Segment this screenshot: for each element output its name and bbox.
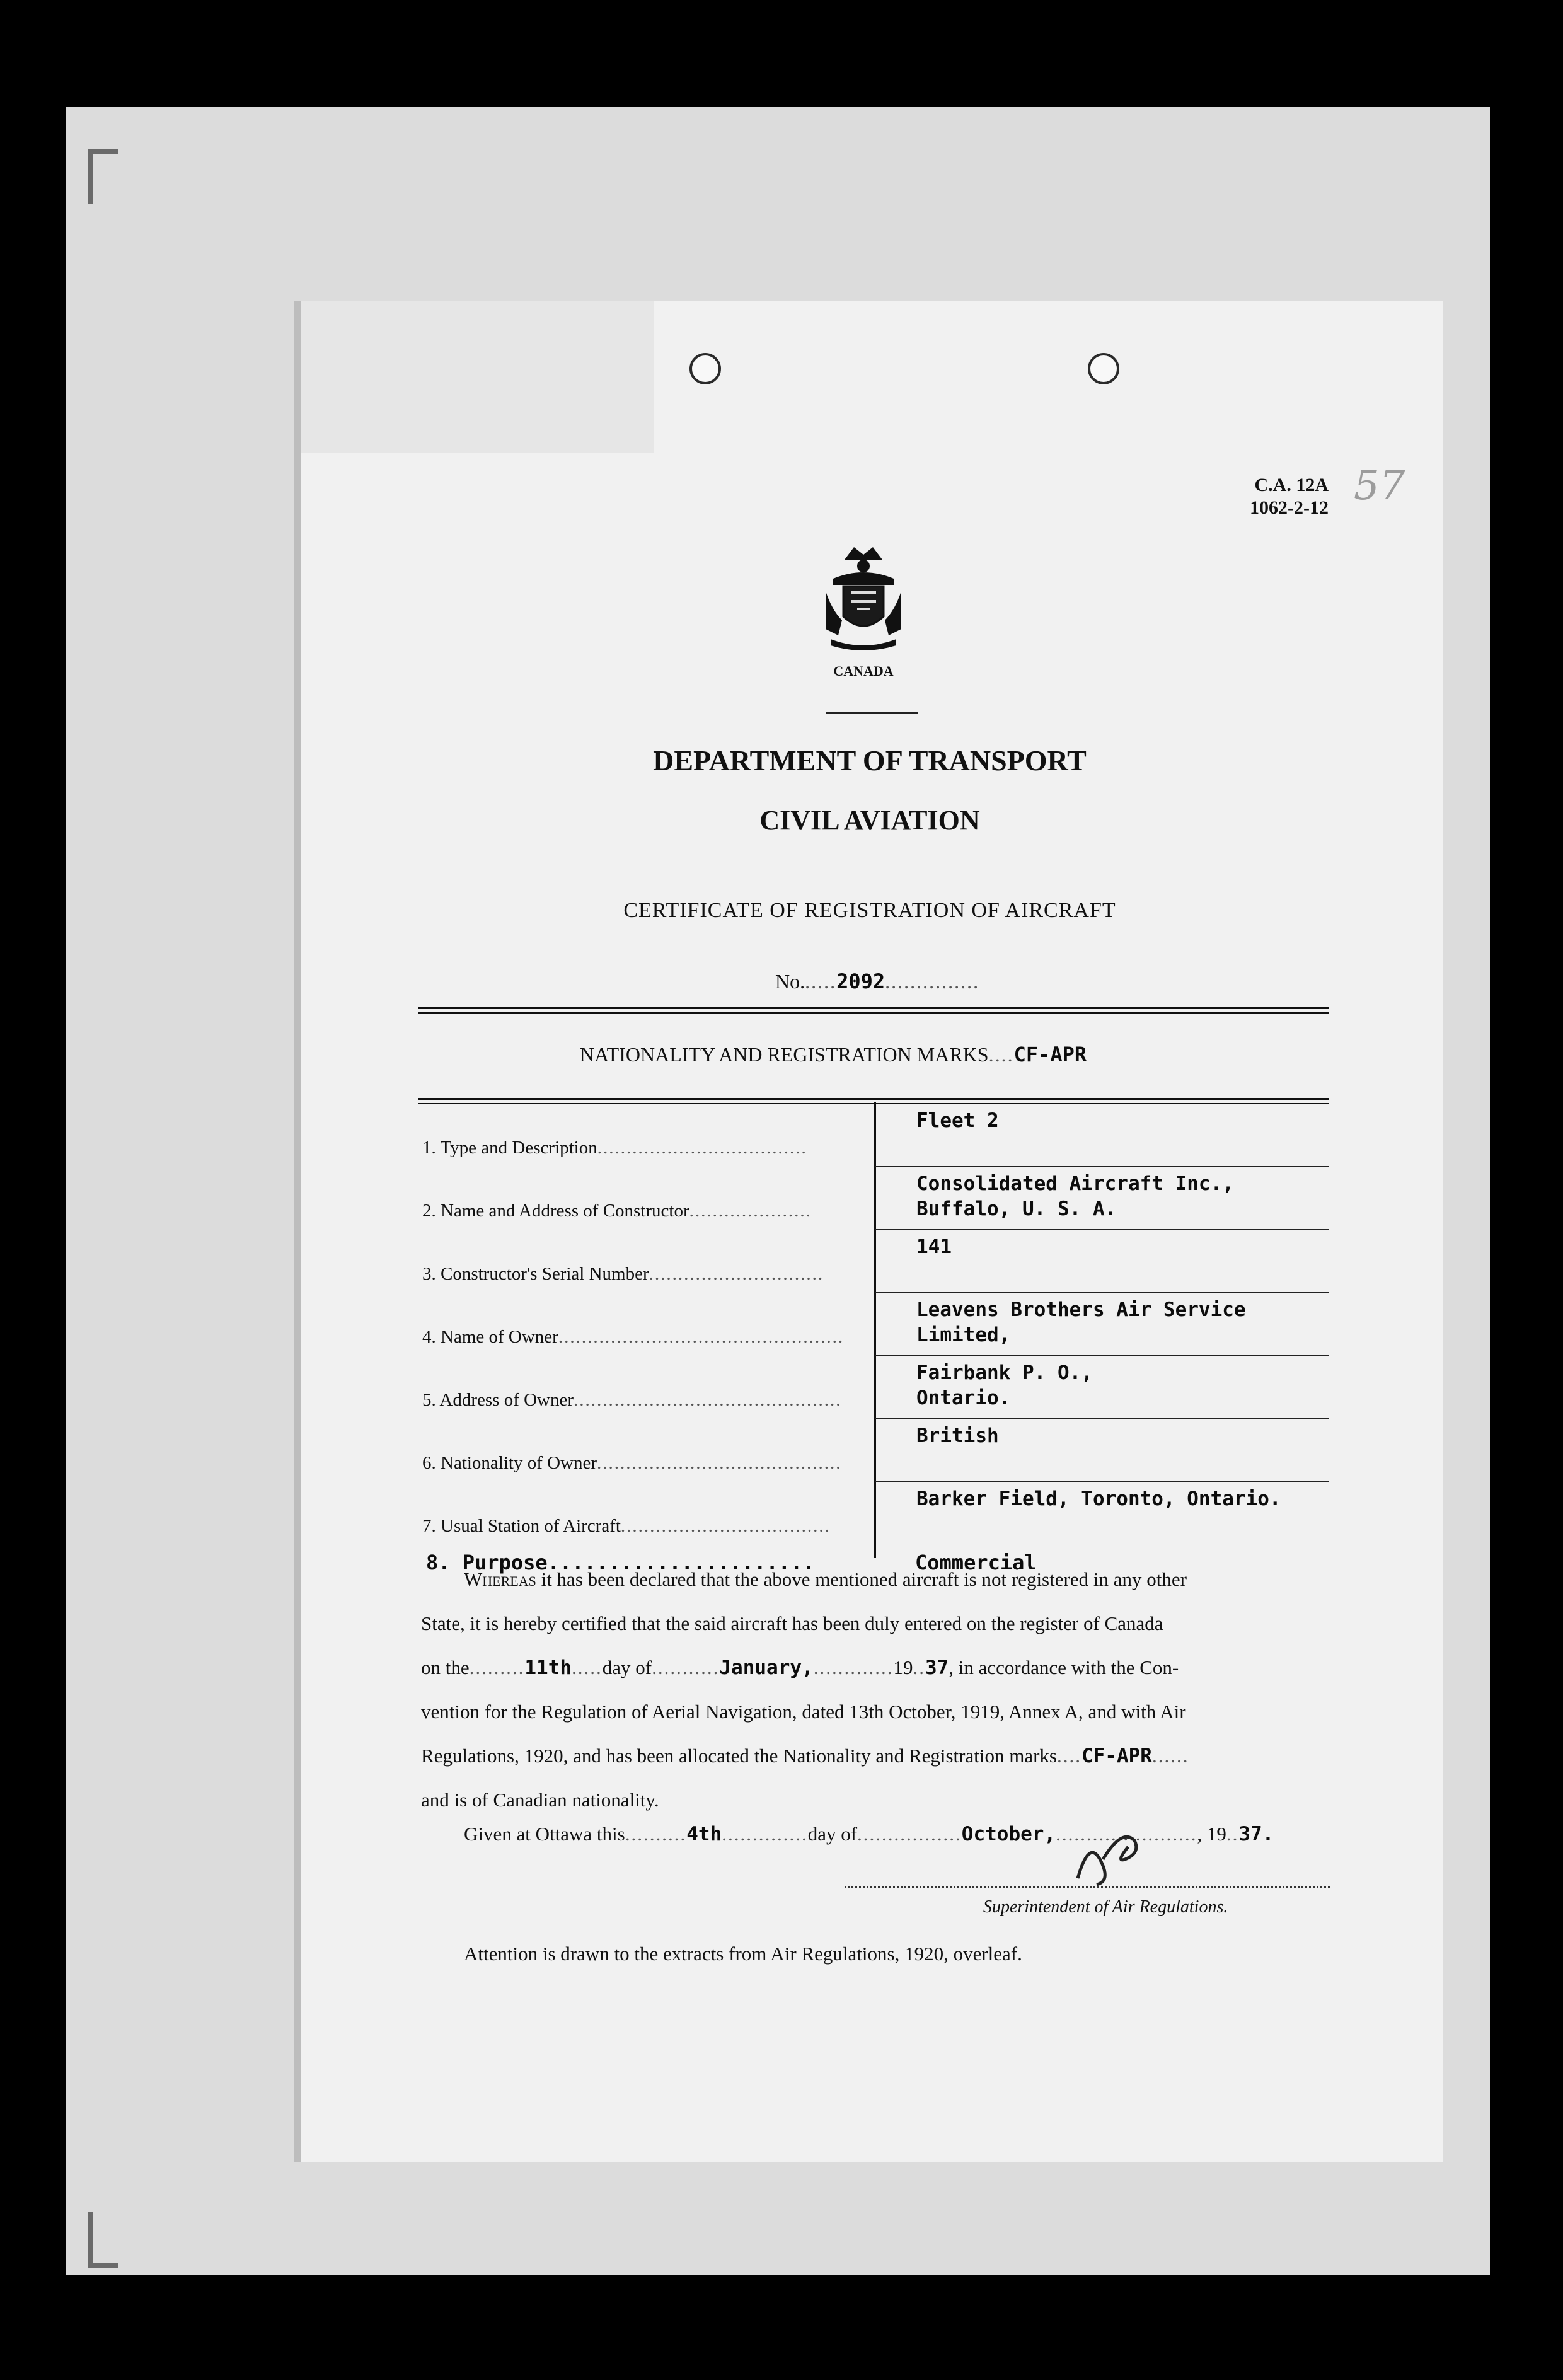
coat-of-arms-icon — [819, 541, 908, 654]
divider — [826, 712, 918, 714]
row-label: 2. Name and Address of Constructor..................... — [422, 1201, 812, 1221]
crest-caption: CANADA — [833, 663, 894, 679]
form-code-line1: C.A. 12A — [1254, 475, 1329, 495]
table-row — [418, 1104, 1329, 1167]
purpose-label: 8. Purpose...................... — [426, 1551, 815, 1574]
body-line-2: State, it is hereby certified that the said aircraft has been duly entered on the register of Canada — [421, 1612, 1163, 1634]
marks-value: CF-APR — [1081, 1745, 1152, 1767]
body-line-3: on the.........11th.....day of...........January,.............19..37, in accordance with the Con- — [421, 1656, 1179, 1679]
torn-edge — [301, 301, 654, 453]
punch-hole-right — [1088, 353, 1119, 384]
given-day: 4th — [686, 1823, 722, 1846]
number-label: No. — [775, 970, 805, 993]
row-value: Consolidated Aircraft Inc., Buffalo, U. S. A. — [916, 1172, 1234, 1220]
row-label: 5. Address of Owner.............................................. — [422, 1390, 842, 1410]
nationality-value: CF-APR — [1013, 1043, 1087, 1066]
row-value: British — [916, 1424, 999, 1447]
row-value: Barker Field, Toronto, Ontario. — [916, 1488, 1281, 1510]
registration-month: January, — [719, 1656, 814, 1679]
signature-icon — [1065, 1822, 1153, 1891]
signature-line — [845, 1886, 1330, 1888]
department-title: DEPARTMENT OF TRANSPORT — [653, 744, 1087, 777]
signatory-title: Superintendent of Air Regulations. — [983, 1897, 1228, 1917]
given-month: October, — [961, 1823, 1056, 1846]
division-title: CIVIL AVIATION — [759, 805, 980, 836]
pencil-annotation: 57 — [1354, 463, 1405, 509]
row-label: 1. Type and Description.................................... — [422, 1138, 807, 1158]
certificate-number: No......2092............... — [775, 969, 980, 993]
table-row — [418, 1482, 1329, 1545]
table-row — [418, 1419, 1329, 1482]
punch-hole-left — [689, 353, 721, 384]
certificate-title: CERTIFICATE OF REGISTRATION OF AIRCRAFT — [623, 899, 1116, 922]
attention-note: Attention is drawn to the extracts from Air Regulations, 1920, overleaf. — [464, 1943, 1022, 1965]
rule-1 — [418, 1007, 1329, 1009]
body-line-4: vention for the Regulation of Aerial Navigation, dated 13th October, 1919, Annex A, and with Air — [421, 1701, 1186, 1723]
nationality-marks: NATIONALITY AND REGISTRATION MARKS....CF-APR — [580, 1043, 1087, 1066]
given-line: Given at Ottawa this..........4th..............day of.................October,......................., 19..37. — [464, 1823, 1274, 1846]
row-value: Leavens Brothers Air Service Limited, — [916, 1298, 1246, 1346]
purpose-value: Commercial — [915, 1551, 1037, 1574]
row-label: 4. Name of Owner................................................. — [422, 1327, 845, 1347]
row-value: Fleet 2 — [916, 1109, 999, 1132]
row-value: Fairbank P. O., Ontario. — [916, 1361, 1093, 1409]
body-line-5: Regulations, 1920, and has been allocated the Nationality and Registration marks....CF-APR...... — [421, 1745, 1189, 1767]
registration-year: 37 — [925, 1656, 949, 1679]
row-label: 6. Nationality of Owner.......................................... — [422, 1453, 842, 1473]
given-year: 37. — [1238, 1823, 1274, 1846]
table-row — [418, 1356, 1329, 1419]
whereas-line-1: Whereas it has been declared that the above mentioned aircraft is not registered in any other — [464, 1568, 1187, 1590]
form-code-line2: 1062-2-12 — [1250, 497, 1329, 518]
registration-day: 11th — [524, 1656, 572, 1679]
number-value: 2092 — [836, 969, 885, 993]
row-value: 141 — [916, 1235, 952, 1258]
table-row — [418, 1230, 1329, 1293]
table-row — [418, 1293, 1329, 1356]
row-label: 3. Constructor's Serial Number.............................. — [422, 1264, 824, 1284]
whereas-word: Whereas — [464, 1568, 536, 1590]
form-code — [1250, 474, 1329, 519]
crop-mark-bottom-left — [88, 2212, 118, 2268]
crop-mark-top-left — [88, 149, 118, 204]
nationality-label: NATIONALITY AND REGISTRATION MARKS — [580, 1043, 989, 1066]
body-line-6: and is of Canadian nationality. — [421, 1789, 659, 1811]
table-row — [418, 1167, 1329, 1230]
row-label: 7. Usual Station of Aircraft.................................... — [422, 1516, 831, 1536]
rule-2 — [418, 1012, 1329, 1014]
